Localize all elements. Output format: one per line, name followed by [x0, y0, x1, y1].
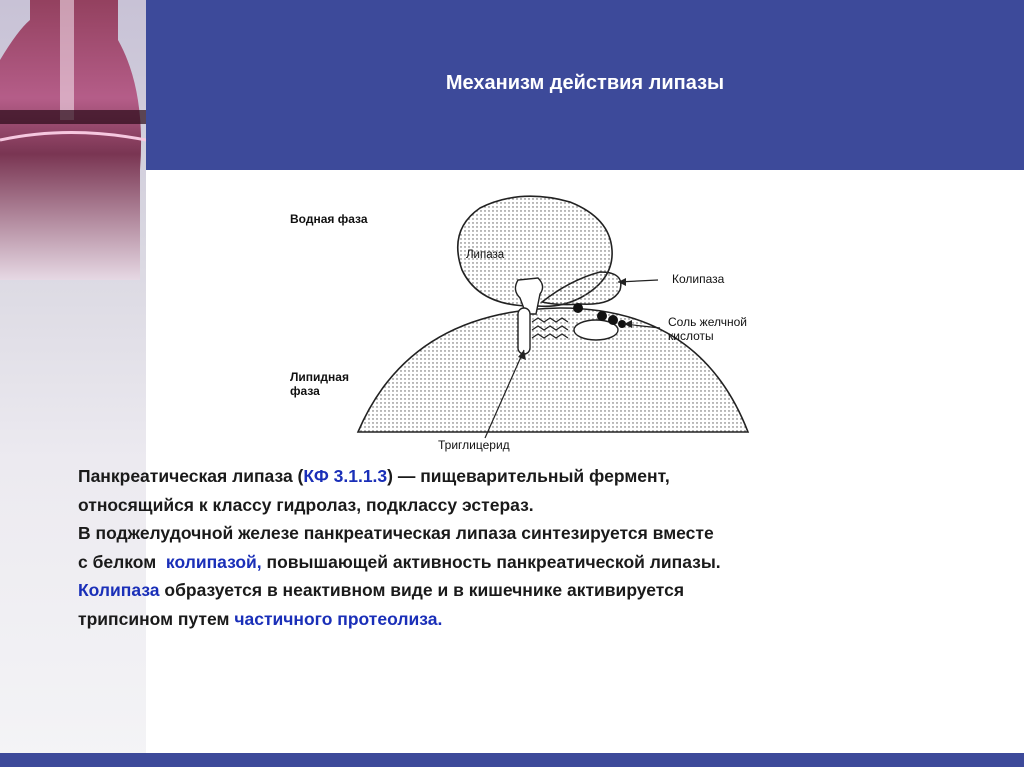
ec-number: КФ 3.1.1.3 [303, 466, 388, 486]
bottom-bar [0, 753, 1024, 767]
lipase-diagram [280, 190, 780, 460]
flask-image [0, 0, 146, 280]
slide-title: Механизм действия липазы [445, 72, 725, 94]
line-3: В поджелудочной железе панкреатическая липаза синтезируется вместе [78, 523, 714, 543]
line-1: Панкреатическая липаза (КФ 3.1.1.3) — пищеварительный фермент, [78, 466, 670, 486]
colipase-term-2: Колипаза [78, 580, 160, 600]
triglyceride-rod [518, 308, 530, 354]
body-text [78, 462, 958, 633]
line-5: Колипаза образуется в неактивном виде и в кишечнике активируется [78, 580, 685, 600]
colipase-term: колипазой, [165, 551, 262, 572]
label-triglyceride: Триглицерид [438, 438, 510, 452]
line-4: с белком колипазой, повышающей активность панкреатической липазы. [78, 551, 721, 572]
line-2: относящийся к классу гидролаз, подклассу эстераз. [78, 494, 534, 515]
label-lipase: Липаза [466, 249, 505, 261]
label-aqueous-phase: Водная фаза [290, 212, 368, 226]
label-bile-salt: Соль желчной кислоты [668, 315, 747, 343]
label-lipid-phase: Липидная фаза [290, 370, 349, 398]
proteolysis-term: частичного протеолиза. [234, 608, 443, 629]
label-colipase: Колипаза [672, 272, 725, 286]
line-6: трипсином путем частичного протеолиза. [78, 608, 443, 629]
